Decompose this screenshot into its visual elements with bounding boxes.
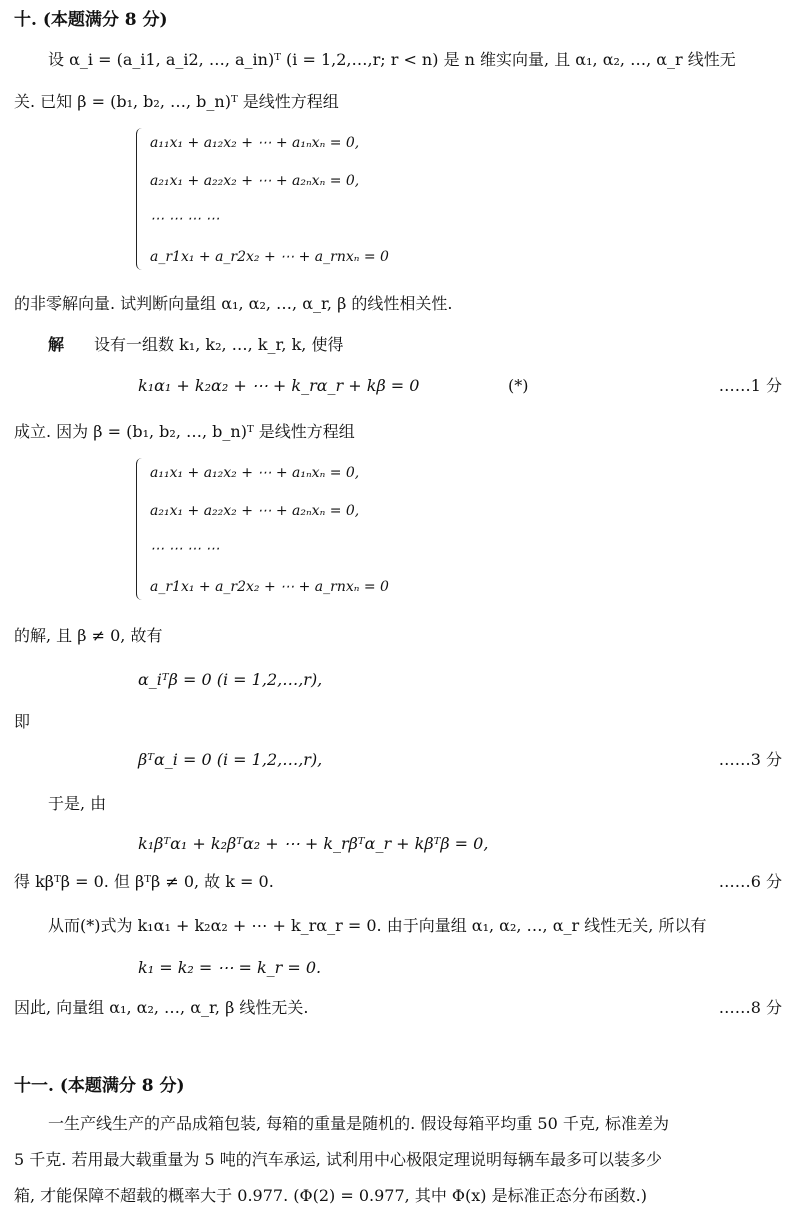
system1-row: a₂₁x₁ + a₂₂x₂ + ⋯ + a₂ₙxₙ = 0, xyxy=(150,173,360,189)
problem11-line3: 箱, 才能保障不超载的概率大于 0.977. (Φ(2) = 0.977, 其中 Φ(x) 是标准正态分布函数.) xyxy=(14,1186,647,1205)
problem11-line1: 一生产线生产的产品成箱包装, 每箱的重量是随机的. 假设每箱平均重 50 千克, 标准差为 xyxy=(48,1114,670,1133)
problem10-statement-line2: 关. 已知 β = (b₁, b₂, …, b_n)ᵀ 是线性方程组 xyxy=(14,92,339,111)
solution-ji: 即 xyxy=(14,712,31,731)
equation-a: α_iᵀβ = 0 (i = 1,2,…,r), xyxy=(138,670,323,689)
problem11-heading: 十一. (本题满分 8 分) xyxy=(14,1076,185,1096)
solution-line4: 于是, 由 xyxy=(48,794,107,813)
problem10-heading: 十. (本题满分 8 分) xyxy=(14,10,168,30)
system2-row: a₂₁x₁ + a₂₂x₂ + ⋯ + a₂ₙxₙ = 0, xyxy=(150,503,360,519)
solution-line7: 因此, 向量组 α₁, α₂, …, α_r, β 线性无关. xyxy=(14,998,309,1017)
equation-d: k₁ = k₂ = ⋯ = k_r = 0. xyxy=(138,958,322,977)
equation-c: k₁βᵀα₁ + k₂βᵀα₂ + ⋯ + k_rβᵀα_r + kβᵀβ = 0, xyxy=(138,834,489,853)
system2-row: ⋯ ⋯ ⋯ ⋯ xyxy=(150,541,220,557)
solution-line6: 从而(*)式为 k₁α₁ + k₂α₂ + ⋯ + k_rα_r = 0. 由于向量组 α₁, α₂, …, α_r 线性无关, 所以有 xyxy=(48,916,707,935)
problem10-statement-line3: 的非零解向量. 试判断向量组 α₁, α₂, …, α_r, β 的线性相关性. xyxy=(14,294,453,313)
solution-line5: 得 kβᵀβ = 0. 但 βᵀβ ≠ 0, 故 k = 0. xyxy=(14,872,274,891)
equation-star-mark: (*) xyxy=(508,376,529,395)
solution-line3: 的解, 且 β ≠ 0, 故有 xyxy=(14,626,163,645)
equation-star: k₁α₁ + k₂α₂ + ⋯ + k_rα_r + kβ = 0 xyxy=(138,376,420,395)
solution-line1: 设有一组数 k₁, k₂, …, k_r, k, 使得 xyxy=(94,335,344,354)
system-brace-1 xyxy=(136,128,147,270)
linear-system-2 xyxy=(150,454,389,606)
problem10-statement-line1: 设 α_i = (a_i1, a_i2, …, a_in)ᵀ (i = 1,2,…,r; r < n) 是 n 维实向量, 且 α₁, α₂, …, α_r 线性无 xyxy=(48,50,736,69)
score-8: ……8 分 xyxy=(718,998,782,1017)
problem11-line2: 5 千克. 若用最大载重量为 5 吨的汽车承运, 试利用中心极限定理说明每辆车最多可以装多少 xyxy=(14,1150,662,1169)
score-6: ……6 分 xyxy=(718,872,782,891)
system-brace-2 xyxy=(136,458,147,600)
system1-row: ⋯ ⋯ ⋯ ⋯ xyxy=(150,211,220,227)
solution-label: 解 xyxy=(48,335,65,354)
linear-system-1 xyxy=(150,124,389,276)
system2-row: a₁₁x₁ + a₁₂x₂ + ⋯ + a₁ₙxₙ = 0, xyxy=(150,465,360,481)
equation-b: βᵀα_i = 0 (i = 1,2,…,r), xyxy=(138,750,323,769)
system2-row: a_r1x₁ + a_r2x₂ + ⋯ + a_rnxₙ = 0 xyxy=(150,579,389,595)
score-3: ……3 分 xyxy=(718,750,782,769)
system1-row: a₁₁x₁ + a₁₂x₂ + ⋯ + a₁ₙxₙ = 0, xyxy=(150,135,360,151)
score-1: ……1 分 xyxy=(718,376,782,395)
system1-row: a_r1x₁ + a_r2x₂ + ⋯ + a_rnxₙ = 0 xyxy=(150,249,389,265)
solution-line2: 成立. 因为 β = (b₁, b₂, …, b_n)ᵀ 是线性方程组 xyxy=(14,422,355,441)
